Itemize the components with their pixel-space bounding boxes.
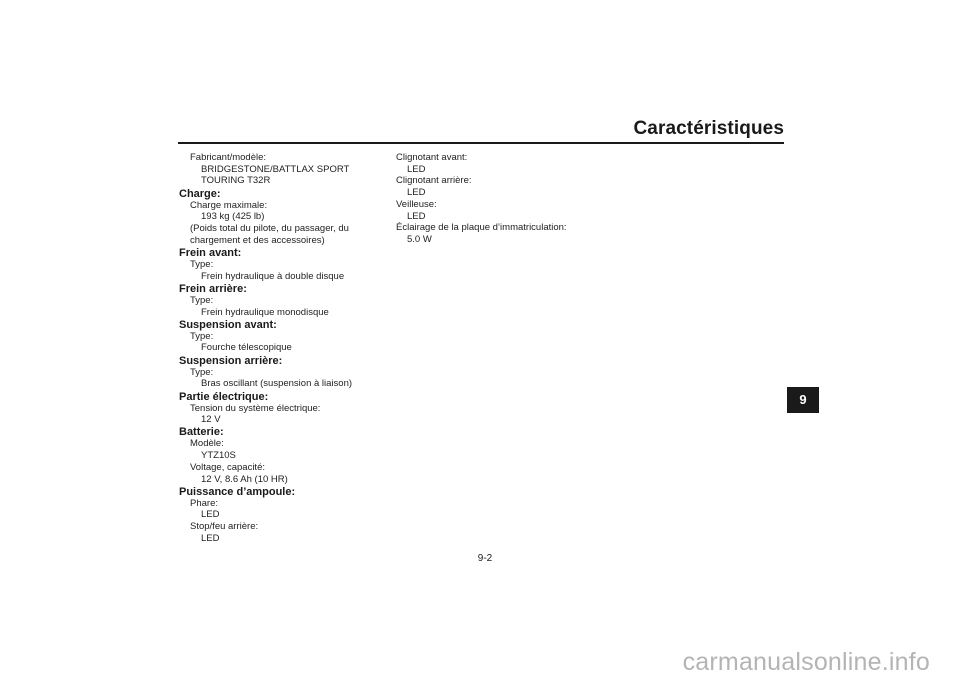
- left-spec-column: [179, 152, 379, 545]
- spec-value: 12 V, 8.6 Ah (10 HR): [201, 473, 288, 485]
- spec-value: 12 V: [201, 414, 221, 426]
- spec-section-heading: Batterie:: [179, 426, 224, 439]
- spec-value: LED: [201, 532, 220, 544]
- spec-section-heading: Frein avant:: [179, 246, 242, 259]
- spec-value: LED: [201, 509, 220, 521]
- spec-label: Tension du système électrique:: [190, 402, 321, 414]
- spec-label: Phare:: [190, 497, 218, 509]
- right-spec-column: [396, 152, 616, 246]
- watermark-link[interactable]: carmanualsonline.info: [682, 648, 930, 676]
- page-title: Caractéristiques: [633, 118, 784, 139]
- spec-value: LED: [407, 210, 426, 222]
- spec-value: BRIDGESTONE/BATTLAX SPORT: [201, 163, 350, 175]
- spec-value: Bras oscillant (suspension à liaison): [201, 378, 353, 390]
- spec-label: (Poids total du pilote, du passager, du: [190, 223, 349, 235]
- spec-section-heading: Partie électrique:: [179, 390, 269, 403]
- spec-value: 193 kg (425 lb): [201, 211, 265, 223]
- spec-section-heading: Frein arrière:: [179, 282, 247, 295]
- spec-label: Clignotant arrière:: [396, 175, 472, 187]
- title-divider: [178, 142, 784, 144]
- spec-label: Fabricant/modèle:: [190, 152, 267, 163]
- chapter-tab[interactable]: 9: [787, 387, 819, 413]
- spec-label: Stop/feu arrière:: [190, 521, 259, 533]
- spec-value: Frein hydraulique à double disque: [201, 270, 345, 282]
- spec-value: TOURING T32R: [201, 175, 271, 187]
- page-number: 9-2: [477, 553, 493, 564]
- spec-label: Voltage, capacité:: [190, 461, 265, 473]
- spec-value: Fourche télescopique: [201, 342, 292, 354]
- spec-value: LED: [407, 187, 426, 199]
- spec-section-heading: Suspension arrière:: [179, 354, 283, 367]
- spec-value: 5.0 W: [407, 233, 432, 245]
- spec-label: chargement et des accessoires): [190, 234, 325, 246]
- spec-label: Éclairage de la plaque d’immatriculation:: [396, 222, 567, 234]
- spec-value: Frein hydraulique monodisque: [201, 306, 329, 318]
- spec-section-heading: Suspension avant:: [179, 318, 277, 331]
- spec-value: YTZ10S: [201, 450, 236, 462]
- spec-label: Type:: [190, 258, 214, 270]
- spec-label: Type:: [190, 294, 214, 306]
- spec-label: Type:: [190, 366, 214, 378]
- spec-label: Veilleuse:: [396, 198, 437, 210]
- spec-label: Clignotant avant:: [396, 152, 468, 163]
- spec-section-heading: Charge:: [179, 187, 221, 200]
- spec-value: LED: [407, 163, 426, 175]
- spec-label: Modèle:: [190, 438, 224, 450]
- spec-label: Charge maximale:: [190, 199, 268, 211]
- spec-label: Type:: [190, 330, 214, 342]
- spec-section-heading: Puissance d’ampoule:: [179, 485, 296, 498]
